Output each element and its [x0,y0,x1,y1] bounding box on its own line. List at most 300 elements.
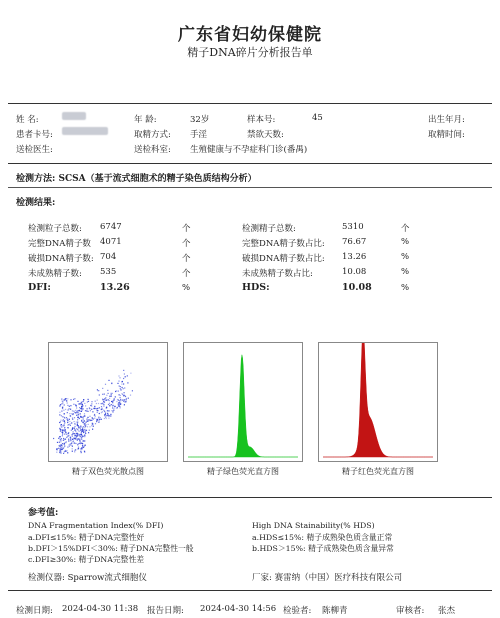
result-left-value: 535 [100,267,117,277]
scatter-point [74,451,75,452]
scatter-point [98,417,99,418]
scatter-point [84,429,85,430]
scatter-point [90,420,91,421]
scatter-point [72,434,73,435]
scatter-point [60,448,61,449]
hds-reference-title: High DNA Stainability(% HDS) [252,521,375,530]
scatter-point [112,405,113,406]
scatter-point [84,435,85,436]
scatter-point [78,434,79,435]
scatter-point [59,442,60,443]
scatter-point [53,438,54,439]
age-label: 年 龄: [134,115,157,125]
scatter-point [69,444,70,445]
scatter-point [81,409,82,410]
scatter-point [82,443,83,444]
dfi-label: DFI: [28,282,51,293]
scatter-point [91,425,92,426]
scatter-point [75,410,76,411]
scatter-point [107,410,108,411]
scatter-point [80,426,81,427]
scatter-point [106,418,107,419]
scatter-point [61,438,62,439]
scatter-point [70,437,71,438]
scatter-point [77,417,78,418]
age-value: 32岁 [190,115,210,125]
scatter-point [111,401,112,402]
scatter-point [75,404,76,405]
scatter-point [65,429,66,430]
scatter-point [98,422,99,423]
scatter-point [101,412,102,413]
green-histogram-svg [184,343,302,461]
scatter-point [71,422,72,423]
scatter-point [87,420,88,421]
scatter-point [94,418,95,419]
divider-method-top [8,163,492,164]
scatter-point [61,399,62,400]
result-left-unit: 个 [182,269,191,279]
scatter-point [62,401,63,402]
scatter-point [105,414,106,415]
test-date-label: 检测日期: [16,606,53,616]
scatter-point [84,451,85,452]
collect-time-label: 取精时间: [428,130,465,140]
scatter-point [91,409,92,410]
scatter-point [118,375,119,376]
scatter-point [120,386,121,387]
scatter-point [70,409,71,410]
scatter-point [66,441,67,442]
reference-section-label: 参考值: [28,508,59,518]
scatter-point [119,403,120,404]
scatter-point [83,417,84,418]
scatter-point [124,373,125,374]
scatter-point [127,382,128,383]
scatter-point [105,416,106,417]
scatter-point [78,414,79,415]
scatter-point [72,451,73,452]
scatter-point [123,378,124,379]
scatter-point [74,421,75,422]
scatter-point [67,402,68,403]
scatter-point [57,442,58,443]
scatter-point [76,422,77,423]
scatter-point [101,409,102,410]
scatter-point [119,385,120,386]
dfi-reference-line: c.DFI≥30%: 精子DNA完整性差 [28,555,145,564]
scatter-point [63,424,64,425]
scatter-point [67,412,68,413]
scatter-point [86,421,87,422]
scatter-point [69,421,70,422]
scatter-point [70,440,71,441]
scatter-point [77,419,78,420]
scatter-point [72,429,73,430]
scatter-point [118,391,119,392]
scatter-point [66,419,67,420]
scatter-point [111,404,112,405]
hds-unit: % [401,283,410,293]
result-left-unit: 个 [182,254,191,264]
scatter-point [84,413,85,414]
scatter-point [108,380,109,381]
result-left-value: 6747 [100,222,122,232]
scatter-point [116,401,117,402]
scatter-point [56,452,57,453]
scatter-point [61,446,62,447]
scatter-point [64,443,65,444]
scatter-point [74,433,75,434]
scatter-point [117,383,118,384]
scatter-point [100,417,101,418]
scatter-point [101,419,102,420]
scatter-point [63,400,64,401]
scatter-point [82,428,83,429]
scatter-point [72,448,73,449]
scatter-point [104,418,105,419]
scatter-point [90,410,91,411]
scatter-point [86,410,87,411]
scatter-point [92,423,93,424]
scatter-point [73,411,74,412]
scatter-point [59,422,60,423]
scatter-point [114,407,115,408]
scatter-point [70,425,71,426]
scatter-point [78,426,79,427]
scatter-point [97,419,98,420]
scatter-point [84,440,85,441]
scatter-point [84,403,85,404]
scatter-point [118,381,119,382]
scatter-point [111,393,112,394]
scatter-point [76,438,77,439]
scatter-point [122,381,123,382]
scatter-point [63,419,64,420]
dfi-reference-line: a.DFI≤15%: 精子DNA完整性好 [28,533,145,542]
scatter-point [71,430,72,431]
scatter-point [87,418,88,419]
scatter-point [77,425,78,426]
scatter-point [108,404,109,405]
scatter-point [74,417,75,418]
red-histogram-area [323,343,433,457]
scatter-point [120,400,121,401]
scatter-point [95,416,96,417]
scatter-point [105,413,106,414]
scatter-point [81,408,82,409]
result-left-label: 完整DNA精子数 [28,239,91,249]
scatter-point [80,416,81,417]
scatter-point [99,394,100,395]
scatter-point [83,399,84,400]
hds-reference-line: a.HDS≤15%: 精子成熟染色质含量正常 [252,533,393,542]
scatter-point [75,449,76,450]
scatter-point [71,443,72,444]
scatter-point [72,433,73,434]
results-section-label: 检测结果: [16,198,56,208]
scatter-point [79,431,80,432]
scatter-point [122,387,123,388]
scatter-point [66,400,67,401]
scatter-point [105,400,106,401]
scatter-point [118,406,119,407]
scatter-point [72,419,73,420]
scatter-point [64,417,65,418]
result-left-label: 破损DNA精子数: [28,254,94,264]
scatter-point [79,407,80,408]
tester-value: 陈柳青 [322,606,348,616]
scatter-point [82,447,83,448]
scatter-point [80,434,81,435]
report-date-value: 2024-04-30 14:56 [200,604,277,614]
red-caption: 精子红色荧光直方图 [342,467,414,476]
scatter-point [77,440,78,441]
scatter-point [79,418,80,419]
scatter-point [74,437,75,438]
divider-method-bottom [8,187,492,188]
scatter-point [81,437,82,438]
name-label: 姓 名: [16,115,39,125]
scatter-point [70,405,71,406]
scatter-point [81,443,82,444]
scatter-point [85,426,86,427]
scatter-point [70,445,71,446]
scatter-point [83,441,84,442]
scatter-point [58,448,59,449]
scatter-point [116,408,117,409]
scatter-point [108,393,109,394]
scatter-point [70,423,71,424]
scatter-point [83,401,84,402]
scatter-point [132,390,133,391]
scatter-point [120,389,121,390]
scatter-point [93,408,94,409]
dfi-value: 13.26 [100,282,130,293]
scatter-point [108,415,109,416]
scatter-point [92,418,93,419]
scatter-point [109,396,110,397]
scatter-point [78,443,79,444]
divider-footer [8,590,492,591]
name-redacted [62,112,86,120]
scatter-point [76,443,77,444]
scatter-point [79,440,80,441]
scatter-point [68,439,69,440]
scatter-point [88,432,89,433]
scatter-point [88,424,89,425]
scatter-point [105,384,106,385]
green-histogram-area [188,355,298,457]
scatter-point [63,448,64,449]
birth-label: 出生年月: [428,115,465,125]
scatter-point [67,452,68,453]
scatter-point [84,424,85,425]
scatter-point [119,400,120,401]
scatter-plot-svg [49,343,167,461]
scatter-point [125,395,126,396]
scatter-point [120,388,121,389]
scatter-point [119,406,120,407]
scatter-point [70,399,71,400]
scatter-point [80,413,81,414]
scatter-point [60,429,61,430]
scatter-point [109,403,110,404]
scatter-point [130,395,131,396]
scatter-point [57,450,58,451]
scatter-point [106,400,107,401]
scatter-point [64,427,65,428]
scatter-point [99,407,100,408]
scatter-point [84,427,85,428]
scatter-point [79,403,80,404]
scatter-point [60,404,61,405]
scatter-point [77,434,78,435]
scatter-point [81,447,82,448]
scatter-point [70,438,71,439]
scatter-point [124,399,125,400]
scatter-point [74,412,75,413]
scatter-point [66,437,67,438]
scatter-point [83,419,84,420]
scatter-point [85,433,86,434]
scatter-point [99,413,100,414]
hds-value: 10.08 [342,282,372,293]
scatter-point [97,412,98,413]
scatter-point [63,438,64,439]
scatter-point [77,401,78,402]
scatter-point [70,415,71,416]
scatter-point [123,383,124,384]
scatter-point [87,408,88,409]
scatter-point [59,436,60,437]
scatter-point [61,411,62,412]
red-histogram [318,342,438,462]
scatter-point [77,448,78,449]
scatter-point [81,448,82,449]
scatter-point [73,404,74,405]
scatter-point [118,402,119,403]
scatter-point [104,402,105,403]
scatter-point [109,398,110,399]
dept-value: 生殖健康与不孕症科门诊(番禺) [190,145,308,155]
scatter-point [78,413,79,414]
hds-label: HDS: [242,282,270,293]
method-value: 手淫 [190,130,208,140]
scatter-point [86,430,87,431]
test-date-value: 2024-04-30 11:38 [62,604,139,614]
scatter-point [70,444,71,445]
scatter-point [68,433,69,434]
scatter-point [68,440,69,441]
scatter-point [76,437,77,438]
scatter-point [69,413,70,414]
result-right-label: 检测精子总数: [242,224,296,234]
scatter-point [62,432,63,433]
scatter-points [53,370,133,454]
scatter-point [82,427,83,428]
scatter-point [60,441,61,442]
scatter-point [85,445,86,446]
scatter-point [102,394,103,395]
scatter-point [95,423,96,424]
scatter-point [60,444,61,445]
scatter-point [117,399,118,400]
scatter-point [72,436,73,437]
scatter-point [107,415,108,416]
scatter-point [80,436,81,437]
scatter-point [62,408,63,409]
card-redacted [62,127,108,135]
scatter-point [67,447,68,448]
scatter-point [80,451,81,452]
doctor-label: 送检医生: [16,145,53,155]
scatter-point [113,410,114,411]
scatter-point [64,446,65,447]
scatter-point [61,445,62,446]
scatter-point [96,421,97,422]
scatter-point [74,429,75,430]
scatter-point [59,446,60,447]
result-left-unit: 个 [182,239,191,249]
method-label: 取精方式: [134,130,171,140]
scatter-point [81,438,82,439]
scatter-point [74,423,75,424]
scatter-point [72,410,73,411]
scatter-point [110,414,111,415]
scatter-point [59,452,60,453]
scatter-point [62,429,63,430]
scatter-point [56,448,57,449]
tester-label: 检验者: [283,606,312,616]
scatter-point [67,405,68,406]
scatter-point [61,426,62,427]
scatter-point [66,450,67,451]
scatter-point [111,396,112,397]
scatter-point [124,404,125,405]
scatter-point [120,397,121,398]
green-caption: 精子绿色荧光直方图 [207,467,279,476]
scatter-point [106,395,107,396]
scatter-point [104,394,105,395]
result-right-value: 10.08 [342,267,367,277]
scatter-point [60,430,61,431]
scatter-point [125,376,126,377]
scatter-point [108,410,109,411]
scatter-point [114,398,115,399]
scatter-point [81,402,82,403]
scatter-point [84,415,85,416]
abstinence-label: 禁欲天数: [247,130,284,140]
divider-top [8,103,492,104]
scatter-point [60,452,61,453]
scatter-point [93,426,94,427]
scatter-point [65,409,66,410]
sample-value: 45 [312,113,323,123]
scatter-point [94,414,95,415]
scatter-point [80,403,81,404]
scatter-point [102,388,103,389]
scatter-point [61,424,62,425]
scatter-point [91,420,92,421]
scatter-point [85,405,86,406]
scatter-point [60,420,61,421]
scatter-point [84,420,85,421]
scatter-point [96,403,97,404]
scatter-point [67,422,68,423]
scatter-point [69,446,70,447]
scatter-point [73,427,74,428]
